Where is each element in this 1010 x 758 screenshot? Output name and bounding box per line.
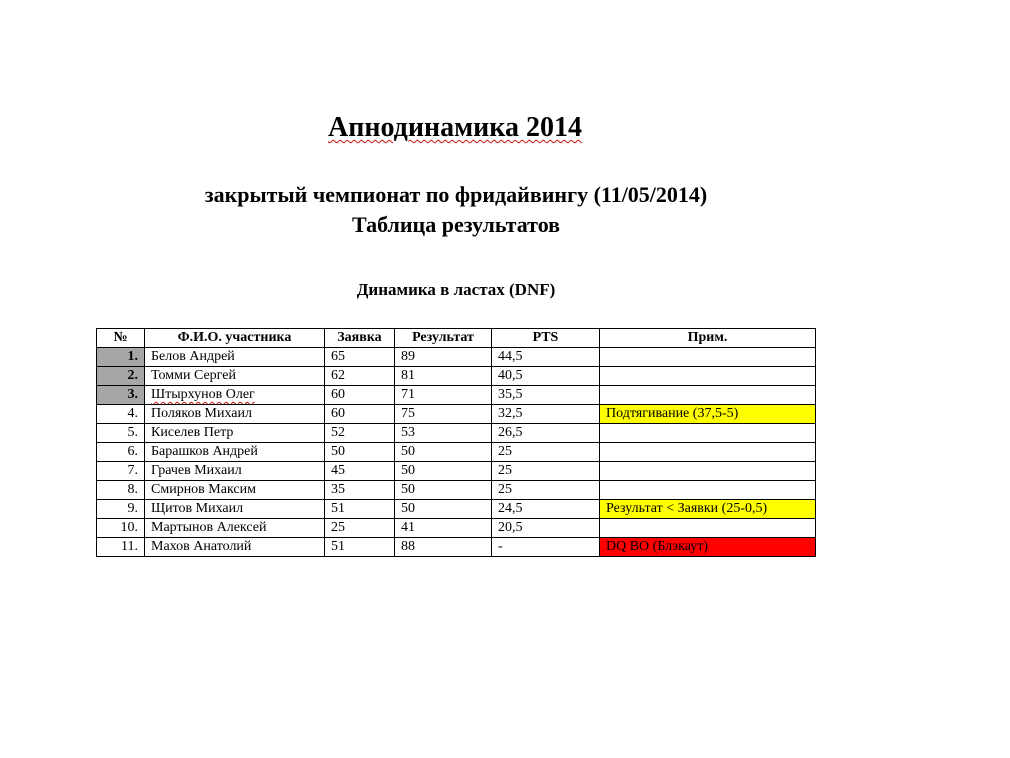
pts-value: 25 (492, 481, 600, 500)
participant-name: Барашков Андрей (145, 443, 325, 462)
row-number: 7. (97, 462, 145, 481)
table-row (97, 538, 816, 557)
note-cell (600, 462, 816, 481)
row-number: 6. (97, 443, 145, 462)
participant-name: Смирнов Максим (145, 481, 325, 500)
pts-value: 32,5 (492, 405, 600, 424)
bid-value: 35 (325, 481, 395, 500)
bid-value: 50 (325, 443, 395, 462)
document-title-text: Апнодинамика 2014 (327, 112, 583, 143)
table-row (97, 424, 816, 443)
participant-name: Мартынов Алексей (145, 519, 325, 538)
result-value: 81 (395, 367, 492, 386)
participant-name: Махов Анатолий (145, 538, 325, 557)
note-cell (600, 443, 816, 462)
table-row (97, 405, 816, 424)
document-subtitle (0, 180, 912, 240)
header-number: № (97, 329, 145, 348)
result-value: 50 (395, 443, 492, 462)
result-value: 50 (395, 500, 492, 519)
result-value: 50 (395, 462, 492, 481)
note-cell-dq: DQ BO (Блэкаут) (600, 538, 816, 557)
participant-name: Поляков Михаил (145, 405, 325, 424)
participant-name: Киселев Петр (145, 424, 325, 443)
pts-value: 25 (492, 443, 600, 462)
header-pts: PTS (492, 329, 600, 348)
table-row (97, 481, 816, 500)
header-note: Прим. (600, 329, 816, 348)
result-value: 71 (395, 386, 492, 405)
pts-value: 44,5 (492, 348, 600, 367)
note-cell (600, 519, 816, 538)
table-row (97, 386, 816, 405)
row-number: 5. (97, 424, 145, 443)
document-title (0, 112, 910, 144)
note-cell (600, 481, 816, 500)
bid-value: 60 (325, 386, 395, 405)
header-result: Результат (395, 329, 492, 348)
bid-value: 51 (325, 500, 395, 519)
header-name: Ф.И.О. участника (145, 329, 325, 348)
row-number: 11. (97, 538, 145, 557)
section-title: Динамика в ластах (DNF) (356, 280, 556, 299)
note-cell (600, 424, 816, 443)
bid-value: 60 (325, 405, 395, 424)
pts-value: 35,5 (492, 386, 600, 405)
pts-value: 26,5 (492, 424, 600, 443)
bid-value: 52 (325, 424, 395, 443)
pts-value: - (492, 538, 600, 557)
pts-value: 20,5 (492, 519, 600, 538)
bid-value: 25 (325, 519, 395, 538)
participant-name-text: Штырхунов Олег (151, 387, 255, 402)
header-bid: Заявка (325, 329, 395, 348)
table-header-row (97, 329, 816, 348)
table-row (97, 500, 816, 519)
participant-name: Томми Сергей (145, 367, 325, 386)
row-number: 4. (97, 405, 145, 424)
row-number: 10. (97, 519, 145, 538)
bid-value: 65 (325, 348, 395, 367)
result-value: 50 (395, 481, 492, 500)
subtitle-line-1: закрытый чемпионат по фридайвингу (11/05/2014) (204, 182, 708, 207)
participant-name: Щитов Михаил (145, 500, 325, 519)
table-row (97, 519, 816, 538)
result-value: 75 (395, 405, 492, 424)
participant-name (145, 386, 325, 405)
row-number: 2. (97, 367, 145, 386)
note-cell (600, 348, 816, 367)
participant-name: Грачев Михаил (145, 462, 325, 481)
row-number: 1. (97, 348, 145, 367)
results-table (96, 328, 816, 557)
bid-value: 45 (325, 462, 395, 481)
note-cell (600, 367, 816, 386)
bid-value: 51 (325, 538, 395, 557)
result-value: 53 (395, 424, 492, 443)
note-cell (600, 386, 816, 405)
row-number: 8. (97, 481, 145, 500)
note-cell-warning: Результат < Заявки (25-0,5) (600, 500, 816, 519)
result-value: 88 (395, 538, 492, 557)
row-number: 9. (97, 500, 145, 519)
result-value: 89 (395, 348, 492, 367)
pts-value: 24,5 (492, 500, 600, 519)
subtitle-line-2: Таблица результатов (351, 212, 561, 237)
bid-value: 62 (325, 367, 395, 386)
table-row (97, 348, 816, 367)
table-row (97, 443, 816, 462)
result-value: 41 (395, 519, 492, 538)
participant-name: Белов Андрей (145, 348, 325, 367)
pts-value: 40,5 (492, 367, 600, 386)
note-cell-warning: Подтягивание (37,5-5) (600, 405, 816, 424)
table-row (97, 367, 816, 386)
pts-value: 25 (492, 462, 600, 481)
row-number: 3. (97, 386, 145, 405)
table-row (97, 462, 816, 481)
